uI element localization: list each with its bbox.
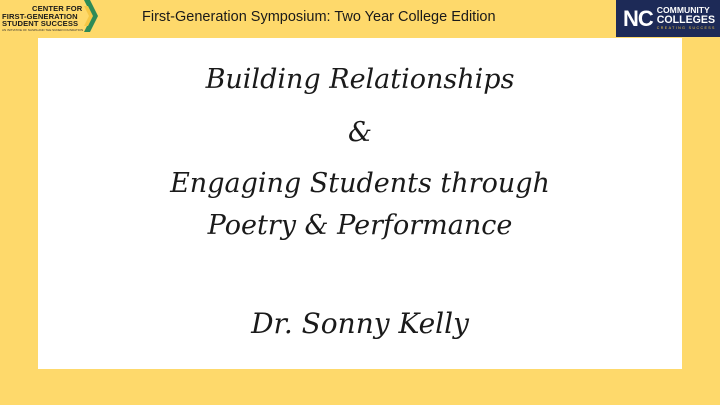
nc-letters: NC [623, 5, 653, 31]
logo-line-1: CENTER FOR [32, 4, 83, 14]
arrow-icon [84, 0, 98, 37]
title-line-4: Poetry & Performance [207, 210, 513, 241]
presenter-name: Dr. Sonny Kelly [251, 307, 469, 340]
logo-line-4: AN INITIATIVE OF NASPA AND THE SUDER FOUNDATION [2, 27, 84, 32]
title-line-2: & [347, 117, 373, 148]
logo-text [2, 5, 83, 32]
slide-content-panel [38, 38, 682, 369]
nc-logo-line-1: COMMUNITY [656, 5, 710, 16]
nc-logo-tagline: CREATING SUCCESS [656, 26, 716, 31]
center-first-gen-logo[interactable] [2, 1, 106, 36]
title-line-1: Building Relationships [205, 64, 515, 95]
logo-line-2: FIRST-GENERATION [2, 11, 78, 21]
nc-community-colleges-logo[interactable] [616, 0, 720, 37]
header-bar [0, 0, 720, 38]
nc-logo-text [657, 6, 716, 31]
logo-line-3: STUDENT SUCCESS [2, 19, 79, 29]
title-line-3: Engaging Students through [170, 168, 550, 199]
nc-logo-line-2: COLLEGES [656, 13, 716, 26]
symposium-title: First-Generation Symposium: Two Year College Edition [142, 9, 496, 25]
